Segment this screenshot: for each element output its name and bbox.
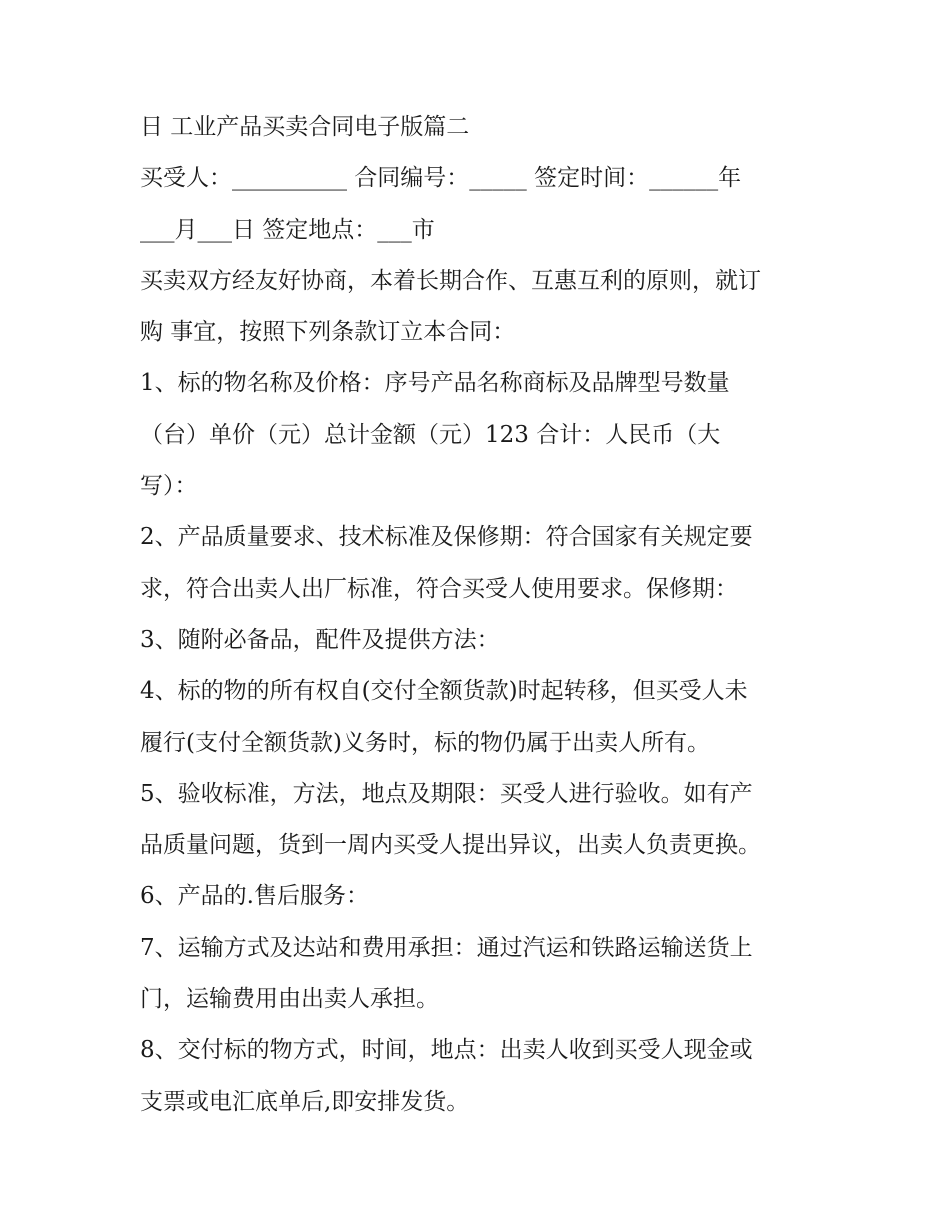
clause-6-line: 6、产品的.售后服务：	[140, 883, 369, 910]
clause-4-line: 履行(支付全额货款)义务时，标的物仍属于出卖人所有。	[140, 729, 710, 756]
clause-1-line: 1、标的物名称及价格：序号产品名称商标及品牌型号数量	[140, 370, 730, 397]
clause-5-line: 5、验收标准，方法，地点及期限：买受人进行验收。如有产	[140, 780, 753, 807]
clause-2-line: 求，符合出卖人出厂标准，符合买受人使用要求。保修期：	[140, 575, 738, 602]
clause-4-line: 4、标的物的所有权自(交付全额货款)时起转移，但买受人未	[140, 678, 748, 705]
clause-7-line: 门，运输费用由出卖人承担。	[140, 986, 439, 1013]
text-line: ___月___日 签定地点：___市	[140, 216, 435, 243]
document-title: 日 工业产品买卖合同电子版篇二	[140, 114, 470, 140]
clause-2-line: 2、产品质量要求、技术标准及保修期：符合国家有关规定要	[140, 524, 753, 551]
clause-1-line: （台）单价（元）总计金额（元）123 合计：人民币（大	[140, 421, 721, 448]
text-line: 买卖双方经友好协商，本着长期合作、互惠互利的原则，就订	[140, 267, 761, 294]
clause-8-line: 支票或电汇底单后,即安排发货。	[140, 1088, 470, 1115]
text-line: 买受人：__________ 合同编号：_____ 签定时间：______年	[140, 165, 742, 192]
clause-8-line: 8、交付标的物方式，时间，地点：出卖人收到买受人现金或	[140, 1037, 753, 1064]
clause-3-line: 3、随附必备品，配件及提供方法：	[140, 626, 500, 653]
document-body	[140, 102, 820, 1128]
text-line: 购 事宜，按照下列条款订立本合同：	[140, 319, 516, 346]
clause-7-line: 7、运输方式及达站和费用承担：通过汽运和铁路运输送货上	[140, 934, 753, 961]
clause-1-line: 写）：	[140, 473, 198, 500]
clause-5-line: 品质量问题，货到一周内买受人提出异议，出卖人负责更换。	[140, 832, 761, 859]
